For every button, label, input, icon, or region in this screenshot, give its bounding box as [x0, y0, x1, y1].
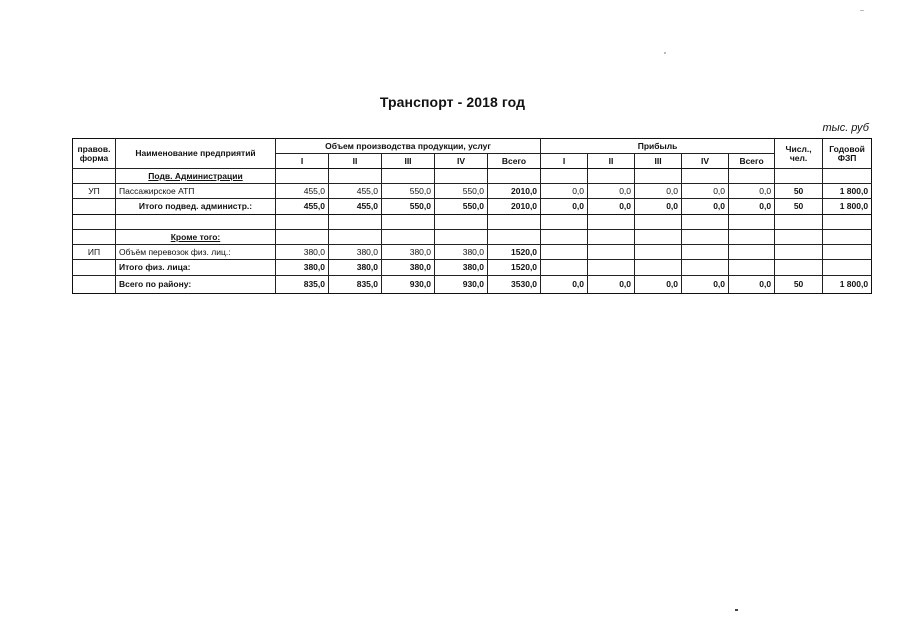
header-staff [775, 139, 823, 169]
profit-q3-header: III [635, 154, 682, 169]
volume-q4: 550,0 [435, 184, 488, 199]
volume-q3: 380,0 [382, 260, 435, 276]
row-name: Итого подвед. администр.: [116, 199, 276, 215]
volume-q2: 835,0 [329, 276, 382, 294]
volume-q4-header: IV [435, 154, 488, 169]
volume-q4: 380,0 [435, 245, 488, 260]
profit-q1-header: I [541, 154, 588, 169]
volume-q1-header: I [276, 154, 329, 169]
header-row-1 [73, 139, 872, 154]
section-also-label: Кроме того: [116, 230, 276, 245]
header-pravov-line1: правов. [77, 144, 111, 154]
staff-count: 50 [775, 184, 823, 199]
header-fzp-line2: ФЗП [837, 152, 857, 163]
table-row [73, 184, 872, 199]
annual-fzp: 1 800,0 [823, 199, 872, 215]
volume-q4: 550,0 [435, 199, 488, 215]
header-staff-line1: Числ., [785, 144, 812, 154]
header-volume-group: Объем производства продукции, услуг [276, 139, 541, 154]
staff-count: 50 [775, 276, 823, 294]
header-fzp [823, 139, 872, 169]
volume-total: 3530,0 [488, 276, 541, 294]
section-also-row [73, 230, 872, 245]
table-row-phys-total [73, 260, 872, 276]
table-row-grand-total [73, 276, 872, 294]
volume-q4: 930,0 [435, 276, 488, 294]
profit-q2-header: II [588, 154, 635, 169]
empty-row [73, 215, 872, 230]
profit-total-header: Всего [729, 154, 775, 169]
profit-total: 0,0 [729, 276, 775, 294]
volume-q1: 455,0 [276, 199, 329, 215]
profit-q1: 0,0 [541, 184, 588, 199]
volume-q3: 550,0 [382, 184, 435, 199]
profit-q2: 0,0 [588, 184, 635, 199]
header-fzp-line1: Годовой [829, 144, 865, 154]
table-row-admin-total [73, 199, 872, 215]
row-name: Пассажирское АТП [116, 184, 276, 199]
volume-q1: 380,0 [276, 260, 329, 276]
volume-q3-header: III [382, 154, 435, 169]
row-form: УП [73, 184, 116, 199]
profit-q2: 0,0 [588, 276, 635, 294]
row-name: Всего по району: [116, 276, 276, 294]
staff-count: 50 [775, 199, 823, 215]
volume-total: 2010,0 [488, 184, 541, 199]
header-pravov-line2: форма [79, 152, 109, 163]
volume-q2-header: II [329, 154, 382, 169]
profit-total: 0,0 [729, 184, 775, 199]
table-row [73, 245, 872, 260]
profit-q3: 0,0 [635, 276, 682, 294]
scan-mark [664, 52, 666, 54]
annual-fzp: 1 800,0 [823, 276, 872, 294]
header-staff-line2: чел. [789, 152, 808, 163]
volume-q4: 380,0 [435, 260, 488, 276]
volume-q2: 380,0 [329, 245, 382, 260]
profit-q4-header: IV [682, 154, 729, 169]
volume-q3: 550,0 [382, 199, 435, 215]
profit-q4: 0,0 [682, 199, 729, 215]
profit-q1: 0,0 [541, 276, 588, 294]
units-label: тыс. руб [822, 122, 869, 134]
row-name: Итого физ. лица: [116, 260, 276, 276]
header-name: Наименование предприятий [116, 139, 276, 169]
header-pravov [73, 139, 116, 169]
volume-total: 1520,0 [488, 245, 541, 260]
volume-q2: 455,0 [329, 199, 382, 215]
profit-q3: 0,0 [635, 184, 682, 199]
profit-q4: 0,0 [682, 184, 729, 199]
volume-total-header: Всего [488, 154, 541, 169]
page-title: Транспорт - 2018 год [379, 94, 526, 110]
volume-q3: 930,0 [382, 276, 435, 294]
row-form: ИП [73, 245, 116, 260]
volume-q3: 380,0 [382, 245, 435, 260]
scan-mark [735, 609, 738, 611]
profit-q1: 0,0 [541, 199, 588, 215]
profit-q3: 0,0 [635, 199, 682, 215]
profit-total: 0,0 [729, 199, 775, 215]
profit-q2: 0,0 [588, 199, 635, 215]
volume-total: 2010,0 [488, 199, 541, 215]
volume-q1: 455,0 [276, 184, 329, 199]
profit-q4: 0,0 [682, 276, 729, 294]
annual-fzp: 1 800,0 [823, 184, 872, 199]
volume-total: 1520,0 [488, 260, 541, 276]
scan-mark [860, 10, 864, 11]
section-admin-label: Подв. Администрации [116, 169, 276, 184]
volume-q1: 835,0 [276, 276, 329, 294]
volume-q2: 455,0 [329, 184, 382, 199]
row-form [73, 199, 116, 215]
section-admin-row [73, 169, 872, 184]
volume-q1: 380,0 [276, 245, 329, 260]
header-profit-group: Прибыль [541, 139, 775, 154]
volume-q2: 380,0 [329, 260, 382, 276]
transport-report-table [72, 138, 872, 294]
row-name: Объём перевозок физ. лиц.: [116, 245, 276, 260]
